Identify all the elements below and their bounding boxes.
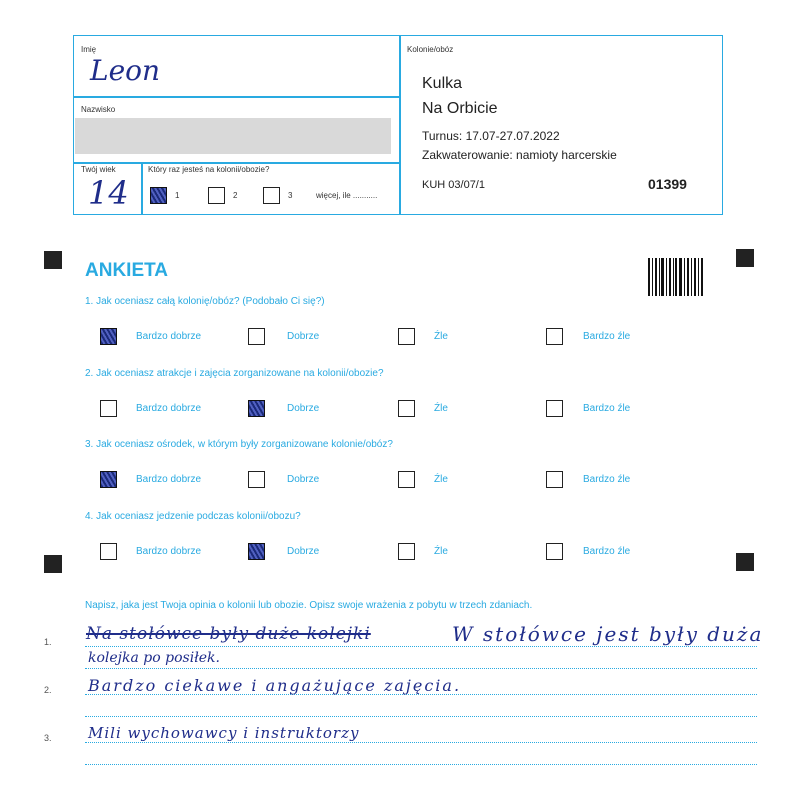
ktory-raz-checkbox-3[interactable] (263, 187, 280, 204)
question-4-option-1-checkbox[interactable] (100, 543, 117, 560)
question-4-option-4-label: Bardzo źle (583, 546, 631, 557)
question-1-option-3-label: Źle (434, 331, 448, 342)
survey-title: ANKIETA (85, 260, 169, 281)
question-4-option-2-checkbox[interactable] (248, 543, 265, 560)
kolonia-label: Kolonie/obóz (407, 45, 454, 54)
question-3-option-4-label: Bardzo źle (583, 474, 631, 485)
question-2-option-1-label: Bardzo dobrze (136, 403, 202, 414)
opinion-prompt: Napisz, jaka jest Twoja opinia o kolonii lub obozie. Opisz swoje wrażenia z pobytu w trzech zdaniach. (85, 600, 533, 611)
question-3-option-2-checkbox[interactable] (248, 471, 265, 488)
imie-value[interactable]: Leon (90, 54, 161, 87)
question-4-text: 4. Jak oceniasz jedzenie podczas kolonii/obozu? (85, 511, 301, 522)
question-1-option-4-checkbox[interactable] (546, 328, 563, 345)
question-2-option-3-checkbox[interactable] (398, 400, 415, 417)
opinion-sentence-2: Bardzo ciekawe i angażujące zajęcia. (88, 676, 462, 695)
opinion-sentence-1-cont: kolejka po posiłek. (88, 650, 220, 666)
registration-mark-top-left (44, 251, 62, 269)
imie-label: Imię (81, 45, 97, 54)
question-1-text: 1. Jak oceniasz całą kolonię/obóz? (Podobało Ci się?) (85, 296, 325, 307)
kolonia-name-1: Kulka (422, 75, 463, 92)
line-number-1: 1. (44, 637, 52, 647)
question-3-text: 3. Jak oceniasz ośrodek, w którym były zorganizowane kolonie/obóz? (85, 439, 393, 450)
writing-line (85, 668, 757, 669)
question-1-option-1-checkbox[interactable] (100, 328, 117, 345)
question-1-option-2-checkbox[interactable] (248, 328, 265, 345)
registration-mark-top-right (736, 249, 754, 267)
ktory-raz-option-1: 1 (175, 191, 180, 200)
question-1-option-2-label: Dobrze (287, 331, 320, 342)
ktory-raz-label: Który raz jesteś na kolonii/obozie? (148, 165, 270, 174)
writing-line (85, 716, 757, 717)
question-2-text: 2. Jak oceniasz atrakcje i zajęcia zorganizowane na kolonii/obozie? (85, 368, 384, 379)
ktory-raz-checkbox-2[interactable] (208, 187, 225, 204)
question-4-option-4-checkbox[interactable] (546, 543, 563, 560)
question-3-option-3-label: Źle (434, 474, 448, 485)
question-3-option-3-checkbox[interactable] (398, 471, 415, 488)
question-4-option-1-label: Bardzo dobrze (136, 546, 202, 557)
writing-line (85, 764, 757, 765)
zakwaterowanie: Zakwaterowanie: namioty harcerskie (422, 148, 617, 162)
kolonia-name-2: Na Orbicie (422, 100, 498, 117)
question-4-option-2-label: Dobrze (287, 546, 320, 557)
question-1-option-1-label: Bardzo dobrze (136, 331, 202, 342)
opinion-sentence-1: W stołówce jest były duża (452, 622, 764, 646)
writing-line (85, 646, 757, 647)
registration-mark-bottom-left (44, 555, 62, 573)
question-4-option-3-label: Źle (434, 546, 448, 557)
question-3-option-2-label: Dobrze (287, 474, 320, 485)
barcode (648, 258, 704, 296)
question-2-option-2-label: Dobrze (287, 403, 320, 414)
kod: KUH 03/07/1 (422, 179, 485, 191)
wiek-value[interactable]: 14 (88, 174, 129, 212)
ktory-raz-option-2: 2 (233, 191, 238, 200)
question-2-option-4-checkbox[interactable] (546, 400, 563, 417)
nazwisko-redaction (75, 118, 391, 154)
wiek-label: Twój wiek (81, 165, 116, 174)
header-form (73, 35, 723, 215)
turnus: Turnus: 17.07-27.07.2022 (422, 129, 560, 143)
wiecej-label: więcej, ile ........... (316, 191, 378, 200)
question-4-option-3-checkbox[interactable] (398, 543, 415, 560)
question-2-option-1-checkbox[interactable] (100, 400, 117, 417)
ktory-raz-checkbox-1[interactable] (150, 187, 167, 204)
question-2-option-2-checkbox[interactable] (248, 400, 265, 417)
question-3-option-4-checkbox[interactable] (546, 471, 563, 488)
question-2-option-4-label: Bardzo źle (583, 403, 631, 414)
question-1-option-4-label: Bardzo źle (583, 331, 631, 342)
registration-mark-bottom-right (736, 553, 754, 571)
line-number-3: 3. (44, 733, 52, 743)
question-3-option-1-label: Bardzo dobrze (136, 474, 202, 485)
ktory-raz-option-3: 3 (288, 191, 293, 200)
opinion-sentence-1-crossed: Na stołówce były duże kolejki (86, 624, 371, 644)
numer: 01399 (648, 176, 687, 192)
opinion-sentence-3: Mili wychowawcy i instruktorzy (88, 724, 360, 742)
nazwisko-label: Nazwisko (81, 105, 116, 114)
line-number-2: 2. (44, 685, 52, 695)
question-3-option-1-checkbox[interactable] (100, 471, 117, 488)
question-1-option-3-checkbox[interactable] (398, 328, 415, 345)
writing-line (85, 742, 757, 743)
question-2-option-3-label: Źle (434, 403, 448, 414)
